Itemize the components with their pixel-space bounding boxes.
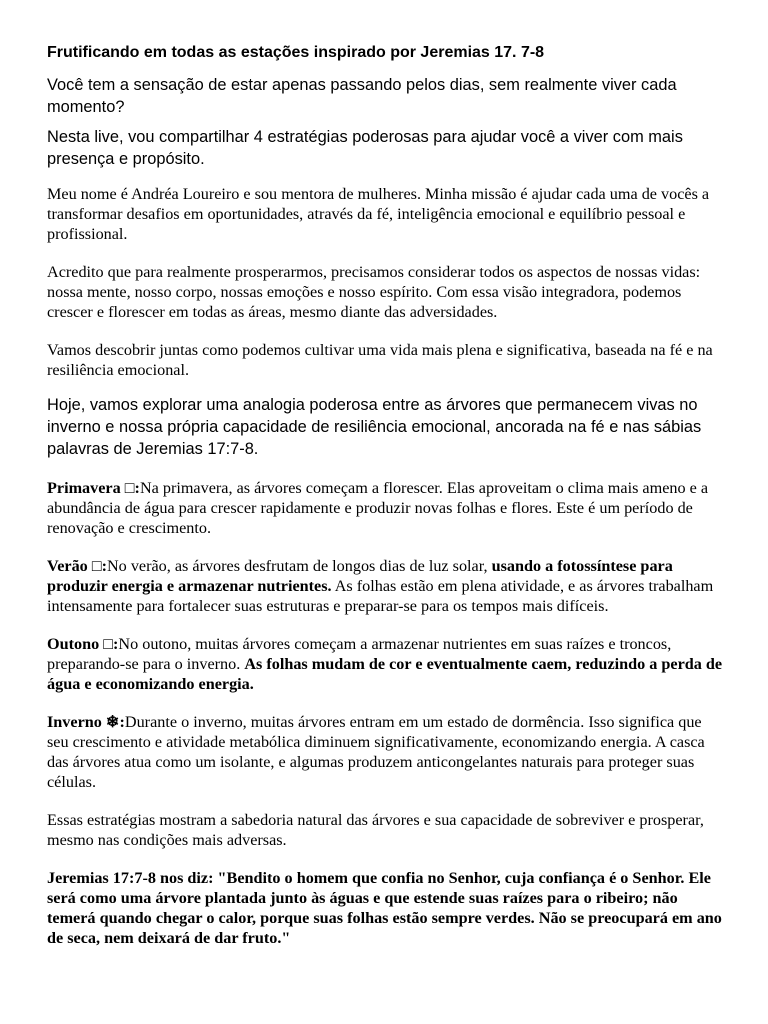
- discover-paragraph: Vamos descobrir juntas como podemos cultivar uma vida mais plena e significativa, baseada na fé e na resiliência emocional.: [47, 341, 713, 379]
- strategies-paragraph: Essas estratégias mostram a sabedoria natural das árvores e sua capacidade de sobreviver e prosperar, mesmo nas condições mais adversas.: [47, 811, 704, 849]
- intro-question-paragraph: Você tem a sensação de estar apenas passando pelos dias, sem realmente viver cada momento?: [47, 76, 677, 116]
- season-spring-text: Na primavera, as árvores começam a florescer. Elas aproveitam o clima mais ameno e a abundância de água para crescer rapidamente e produzir novas folhas e flores. Este é um período de renovação e crescimento.: [47, 479, 709, 537]
- sun-icon: □: [91, 557, 102, 575]
- verse-paragraph: Jeremias 17:7-8 nos diz: "Bendito o homem que confia no Senhor, cuja confiança é o Senhor. Ele será como uma árvore plantada junto às águas e que estende suas raízes para o ribeiro; não temerá quando chegar o calor, porque suas folhas estão sempre verdes. Não se preocupará em ano de seca, nem deixará de dar fruto.": [47, 869, 722, 947]
- season-spring-colon: :: [134, 479, 140, 497]
- season-autumn-colon: :: [113, 635, 119, 653]
- season-autumn-text: No outono, muitas árvores começam a armazenar nutrientes em suas raízes e troncos, preparando-se para o inverno.: [47, 635, 672, 673]
- season-autumn-bold-text: As folhas mudam de cor e eventualmente caem, reduzindo a perda de água e economizando energia.: [47, 655, 723, 693]
- season-summer-paragraph: [47, 556, 727, 616]
- season-summer-label: Verão: [47, 557, 92, 575]
- leaf-icon: □: [103, 635, 114, 653]
- intro-live-paragraph: Nesta live, vou compartilhar 4 estratégias poderosas para ajudar você a viver com mais presença e propósito.: [47, 128, 683, 168]
- season-autumn-paragraph: [47, 634, 727, 694]
- season-winter-text: Durante o inverno, muitas árvores entram em um estado de dormência. Isso significa que seu crescimento e atividade metabólica diminuem significativamente, economizando energia. A casca das árvores atua como um isolante, e algumas produzem anticongelantes naturais para proteger suas células.: [47, 713, 705, 791]
- season-summer-text: No verão, as árvores desfrutam de longos dias de luz solar,: [106, 557, 492, 575]
- season-spring-paragraph: [47, 478, 727, 538]
- belief-paragraph: Acredito que para realmente prosperarmos, precisamos considerar todos os aspectos de nossas vidas: nossa mente, nosso corpo, nossas emoções e nosso espírito. Com essa visão integradora, podemos crescer e florescer em todas as áreas, mesmo diante das adversidades.: [47, 263, 701, 321]
- analogy-paragraph: Hoje, vamos explorar uma analogia poderosa entre as árvores que permanecem vivas no inverno e nossa própria capacidade de resiliência emocional, ancorada na fé e nas sábias palavras de Jeremias 17:7-8.: [47, 396, 702, 458]
- document-title: Frutificando em todas as estações inspirado por Jeremias 17. 7-8: [47, 44, 545, 61]
- season-winter-label: Inverno: [47, 713, 106, 731]
- season-autumn-label: Outono: [47, 635, 104, 653]
- season-summer-text-after: As folhas estão em plena atividade, e as árvores trabalham intensamente para fortalecer suas estruturas e preparar-se para os tempos mais difíceis.: [47, 577, 714, 615]
- document-content: [47, 42, 727, 948]
- season-spring-label: Primavera: [47, 479, 125, 497]
- season-summer-colon: :: [101, 557, 107, 575]
- about-paragraph: Meu nome é Andréa Loureiro e sou mentora de mulheres. Minha missão é ajudar cada uma de vocês a transformar desafios em oportunidades, através da fé, inteligência emocional e equilíbrio pessoal e profissional.: [47, 185, 710, 243]
- flower-icon: □: [124, 479, 135, 497]
- season-winter-paragraph: [47, 712, 727, 792]
- snowflake-icon: ❄: [105, 713, 120, 731]
- season-winter-colon: :: [119, 713, 125, 731]
- season-summer-bold-text: usando a fotossíntese para produzir energia e armazenar nutrientes.: [47, 557, 673, 595]
